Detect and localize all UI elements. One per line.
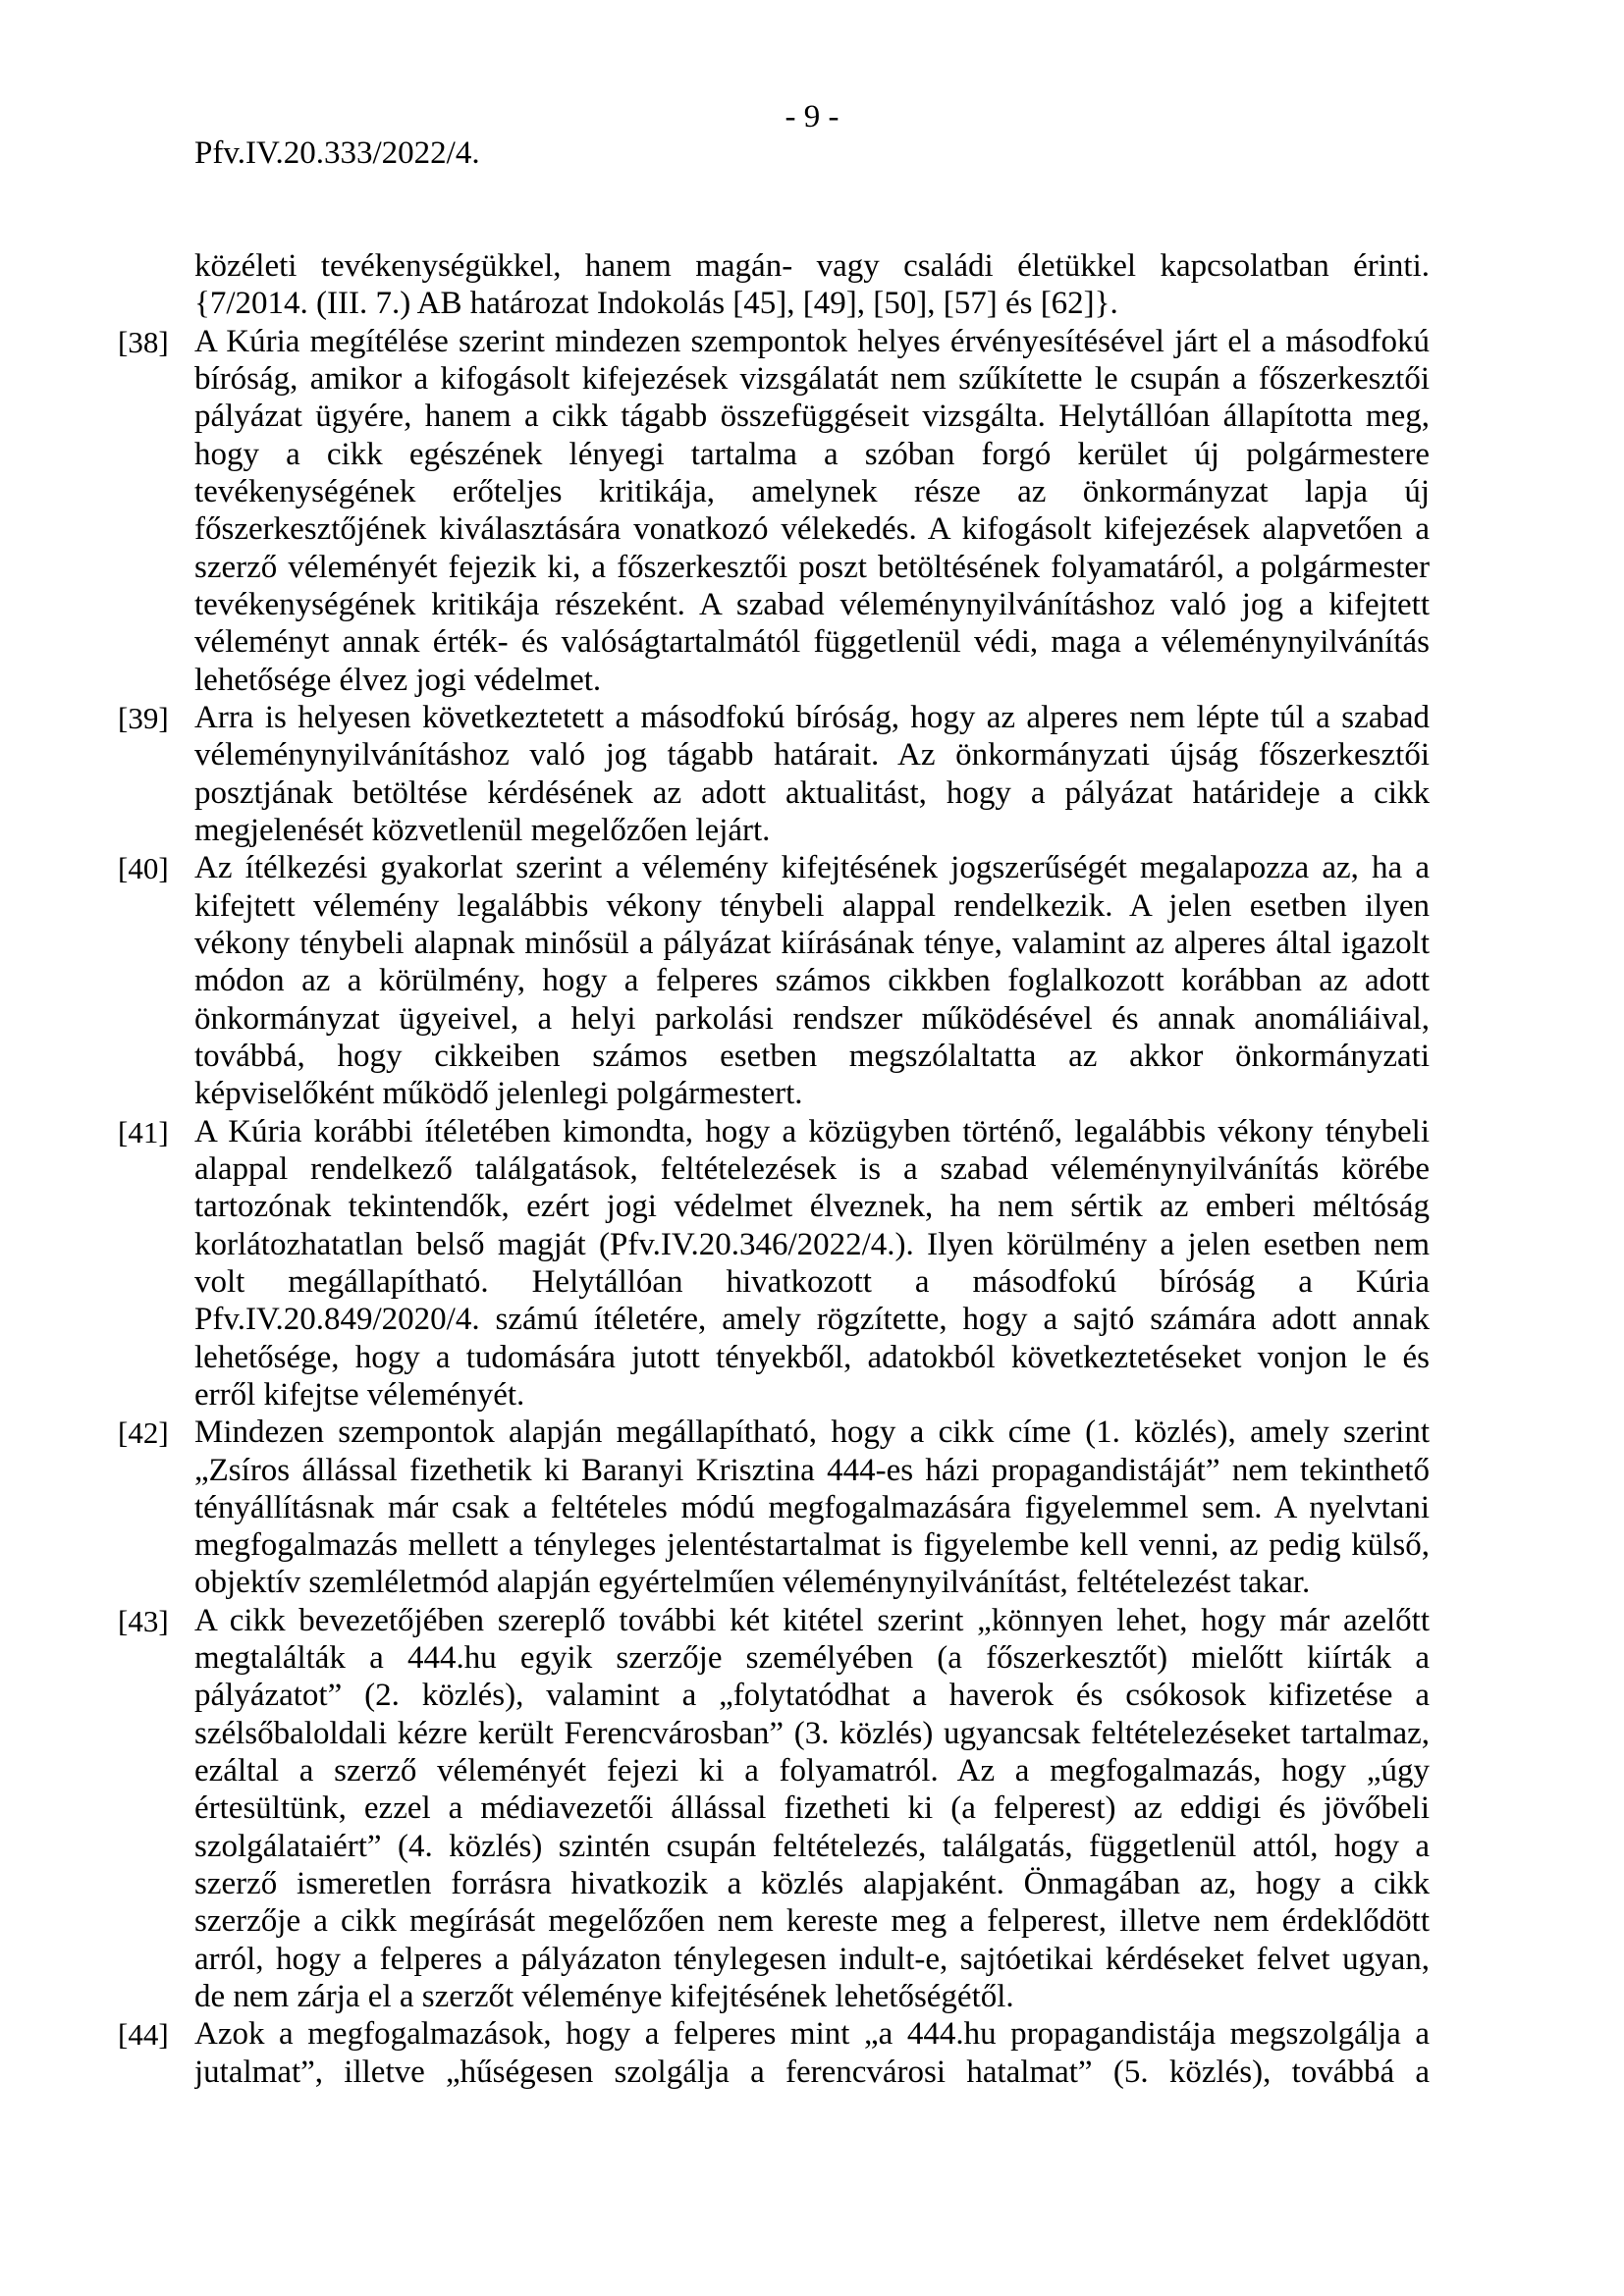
paragraph-38 — [0, 323, 1624, 699]
text-line: véleményt annak érték- és valóságtartalmától függetlenül védi, maga a véleménynyilvánítás — [194, 624, 1430, 661]
text-line: képviselőként működő jelenlegi polgármestert. — [194, 1076, 803, 1112]
text-line: {7/2014. (III. 7.) AB határozat Indokolás [45], [49], [50], [57] és [62]}. — [194, 286, 1118, 322]
text-line: kifejtett vélemény legalábbis vékony ténybeli alappal rendelkezik. A jelen esetben ilyen — [194, 887, 1430, 924]
text-line: A Kúria megítélése szerint mindezen szempontok helyes érvényesítésével járt el a másodfokú — [194, 323, 1430, 359]
text-line: főszerkesztőjének kiválasztására vonatkozó vélekedés. A kifogásolt kifejezések alapvetően a — [194, 511, 1430, 548]
text-line: lehetősége, hogy a tudomására jutott tényekből, adatokból következtetéseket vonjon le és — [194, 1339, 1430, 1375]
case-number: Pfv.IV.20.333/2022/4. — [194, 135, 480, 171]
text-line: Az ítélkezési gyakorlat szerint a vélemény kifejtésének jogszerűségét megalapozza az, ha a — [194, 850, 1430, 886]
text-line: arról, hogy a felperes a pályázaton ténylegesen indult-e, sajtóetikai kérdéseket felvet ugyan, — [194, 1941, 1430, 1977]
paragraph-number: [38] — [118, 324, 169, 359]
paragraph-number: [43] — [118, 1603, 169, 1638]
text-line: tevékenységének erőteljes kritikája, amelynek része az önkormányzat lapja új — [194, 473, 1430, 509]
text-line: bíróság, amikor a kifogásolt kifejezések vizsgálatát nem szűkítette le csupán a főszerkesztői — [194, 360, 1430, 397]
text-line: ezáltal a szerző véleményét fejezi ki a folyamatról. Az a megfogalmazás, hogy „úgy — [194, 1753, 1430, 1789]
text-line: szerző ismeretlen forrásra hivatkozik a közlés alapjaként. Önmagában az, hogy a cikk — [194, 1866, 1430, 1902]
text-line: tartozónak tekintendők, ezért jogi védelmet élveznek, ha nem sértik az emberi méltóság — [194, 1189, 1430, 1225]
text-line: alappal rendelkező találgatások, feltételezések is a szabad véleménynyilvánítás körébe — [194, 1150, 1430, 1187]
paragraph-number: [39] — [118, 700, 169, 735]
text-line: lehetősége élvez jogi védelmet. — [194, 662, 602, 698]
paragraph-42 — [0, 1414, 1624, 1602]
text-line: hogy a cikk egészének lényegi tartalma a szóban forgó kerület új polgármestere — [194, 436, 1430, 472]
text-line: Mindezen szempontok alapján megállapítható, hogy a cikk címe (1. közlés), amely szerint — [194, 1415, 1430, 1451]
text-line: szélsőbaloldali kézre került Ferencvárosban” (3. közlés) ugyancsak feltételezéseket tartalmaz, — [194, 1715, 1430, 1751]
text-line: szerzője a cikk megírását megelőzően nem kereste meg a felperest, illetve nem érdeklődött — [194, 1903, 1430, 1940]
paragraph-number: [44] — [118, 2017, 169, 2053]
paragraph-number: [40] — [118, 851, 169, 886]
paragraph-39 — [0, 699, 1624, 849]
text-line: vékony ténybeli alapnak minősül a pályázat kiírásának ténye, valamint az alperes által igazolt — [194, 925, 1430, 961]
page-number: - 9 - — [785, 99, 839, 134]
text-line: véleménynyilvánításhoz való jog tágabb határait. Az önkormányzati újság főszerkesztői — [194, 737, 1430, 774]
text-line: posztjának betöltése kérdésének az adott aktualitást, hogy a pályázat határideje a cikk — [194, 774, 1430, 811]
text-line: erről kifejtse véleményét. — [194, 1376, 525, 1413]
text-line: Azok a megfogalmazások, hogy a felperes mint „a 444.hu propagandistája megszolgálja a — [194, 2016, 1430, 2053]
text-line: szerző véleményét fejezik ki, a főszerkesztői poszt betöltésének folyamatáról, a polgármester — [194, 549, 1430, 585]
text-line: pályázatot” (2. közlés), valamint a „folytatódhat a haverok és csókosok kifizetése a — [194, 1678, 1430, 1714]
paragraph-number: [42] — [118, 1415, 169, 1451]
text-line: megtalálták a 444.hu egyik szerzője személyében (a főszerkesztőt) mielőtt kiírták a — [194, 1640, 1430, 1677]
text-line: pályázat ügyére, hanem a cikk tágabb összefüggéseit vizsgálta. Helytállóan állapította meg, — [194, 399, 1430, 435]
paragraph-41 — [0, 1113, 1624, 1415]
text-line: volt megállapítható. Helytállóan hivatkozott a másodfokú bíróság a Kúria — [194, 1263, 1430, 1300]
text-line: A cikk bevezetőjében szereplő további két kitétel szerint „könnyen lehet, hogy már azelőtt — [194, 1602, 1430, 1638]
paragraph-43 — [0, 1602, 1624, 2016]
paragraph-continuation — [0, 247, 1624, 323]
text-line: korlátozhatatlan belső magját (Pfv.IV.20.346/2022/4.). Ilyen körülmény a jelen esetben nem — [194, 1226, 1430, 1262]
text-line: módon az a körülmény, hogy a felperes számos cikkben foglalkozott korábban az adott — [194, 963, 1430, 999]
text-line: Arra is helyesen következtetett a másodfokú bíróság, hogy az alperes nem lépte túl a szabad — [194, 699, 1430, 735]
text-line: közéleti tevékenységükkel, hanem magán- vagy családi életükkel kapcsolatban érinti. — [194, 248, 1430, 284]
text-line: jutalmat”, illetve „hűségesen szolgálja a ferencvárosi hatalmat” (5. közlés), továbbá a — [194, 2054, 1430, 2090]
text-line: objektív szemléletmód alapján egyértelműen véleménynyilvánítást, feltételezést takar. — [194, 1565, 1311, 1601]
paragraph-44 — [0, 2015, 1624, 2091]
text-line: tényállításnak már csak a feltételes módú megfogalmazására figyelemmel sem. A nyelvtani — [194, 1489, 1430, 1525]
document-body — [0, 247, 1624, 2091]
text-line: önkormányzat ügyeivel, a helyi parkolási rendszer működésével és annak anomáliáival, — [194, 1000, 1430, 1037]
text-line: tevékenységének kritikája részeként. A szabad véleménynyilvánításhoz való jog a kifejtett — [194, 586, 1430, 622]
paragraph-40 — [0, 849, 1624, 1112]
text-line: megfogalmazás mellett a tényleges jelentéstartalmat is figyelembe kell venni, az pedig külső, — [194, 1527, 1430, 1564]
text-line: továbbá, hogy cikkeiben számos esetben megszólaltatta az akkor önkormányzati — [194, 1038, 1430, 1074]
text-line: értesültünk, ezzel a médiavezetői állással fizetheti ki (a felperest) az eddigi és jövőbeli — [194, 1790, 1430, 1827]
text-line: szolgálataiért” (4. közlés) szintén csupán feltételezés, találgatás, függetlenül attól, hogy a — [194, 1828, 1430, 1864]
text-line: de nem zárja el a szerzőt véleménye kifejtésének lehetőségétől. — [194, 1979, 1014, 2015]
text-line: „Zsíros állással fizethetik ki Baranyi Krisztina 444-es házi propagandistáját” nem tekinthető — [194, 1452, 1430, 1488]
text-line: megjelenését közvetlenül megelőzően lejárt. — [194, 812, 771, 848]
text-line: A Kúria korábbi ítéletében kimondta, hogy a közügyben történő, legalábbis vékony ténybeli — [194, 1113, 1430, 1149]
paragraph-number: [41] — [118, 1114, 169, 1149]
text-line: Pfv.IV.20.849/2020/4. számú ítéletére, amely rögzítette, hogy a sajtó számára adott annak — [194, 1302, 1430, 1338]
